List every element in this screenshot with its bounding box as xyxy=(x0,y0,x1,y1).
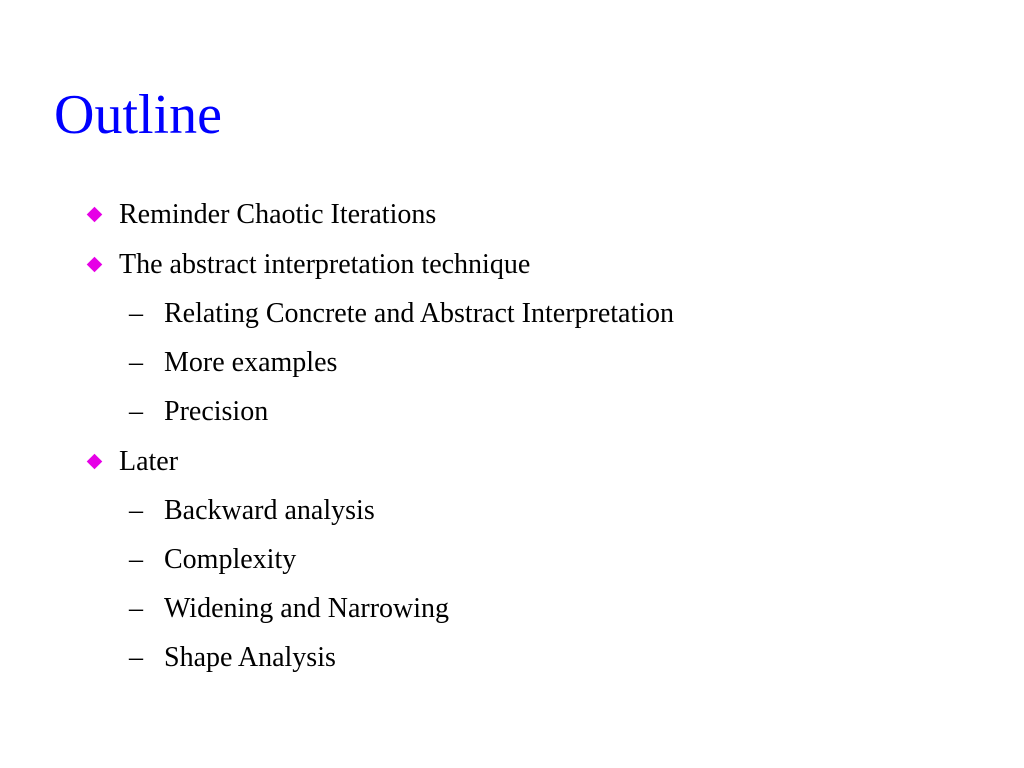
outline-item-abstract-interpretation-technique: The abstract interpretation technique xyxy=(119,249,531,280)
dash-marker: – xyxy=(129,495,143,526)
outline-item-later: Later xyxy=(119,446,179,477)
outline-item-reminder-chaotic-iterations: Reminder Chaotic Iterations xyxy=(119,199,437,230)
dash-marker: – xyxy=(129,347,143,378)
slide-title: Outline xyxy=(54,84,222,146)
dash-marker: – xyxy=(129,396,143,427)
dash-marker: – xyxy=(129,544,143,575)
dash-marker: – xyxy=(129,642,143,673)
outline-subitem-backward-analysis: Backward analysis xyxy=(164,495,375,526)
outline-subitem-shape-analysis: Shape Analysis xyxy=(164,642,336,673)
outline-subitem-widening-narrowing: Widening and Narrowing xyxy=(164,593,450,624)
dash-marker: – xyxy=(129,298,143,329)
diamond-bullet-icon xyxy=(87,454,103,470)
outline-subitem-complexity: Complexity xyxy=(164,544,297,575)
diamond-bullet-icon xyxy=(87,257,103,273)
outline-subitem-relating-concrete-abstract: Relating Concrete and Abstract Interpretation xyxy=(164,298,675,329)
dash-marker: – xyxy=(129,593,143,624)
diamond-bullet-icon xyxy=(87,207,103,223)
outline-subitem-precision: Precision xyxy=(164,396,269,427)
outline-subitem-more-examples: More examples xyxy=(164,347,338,378)
